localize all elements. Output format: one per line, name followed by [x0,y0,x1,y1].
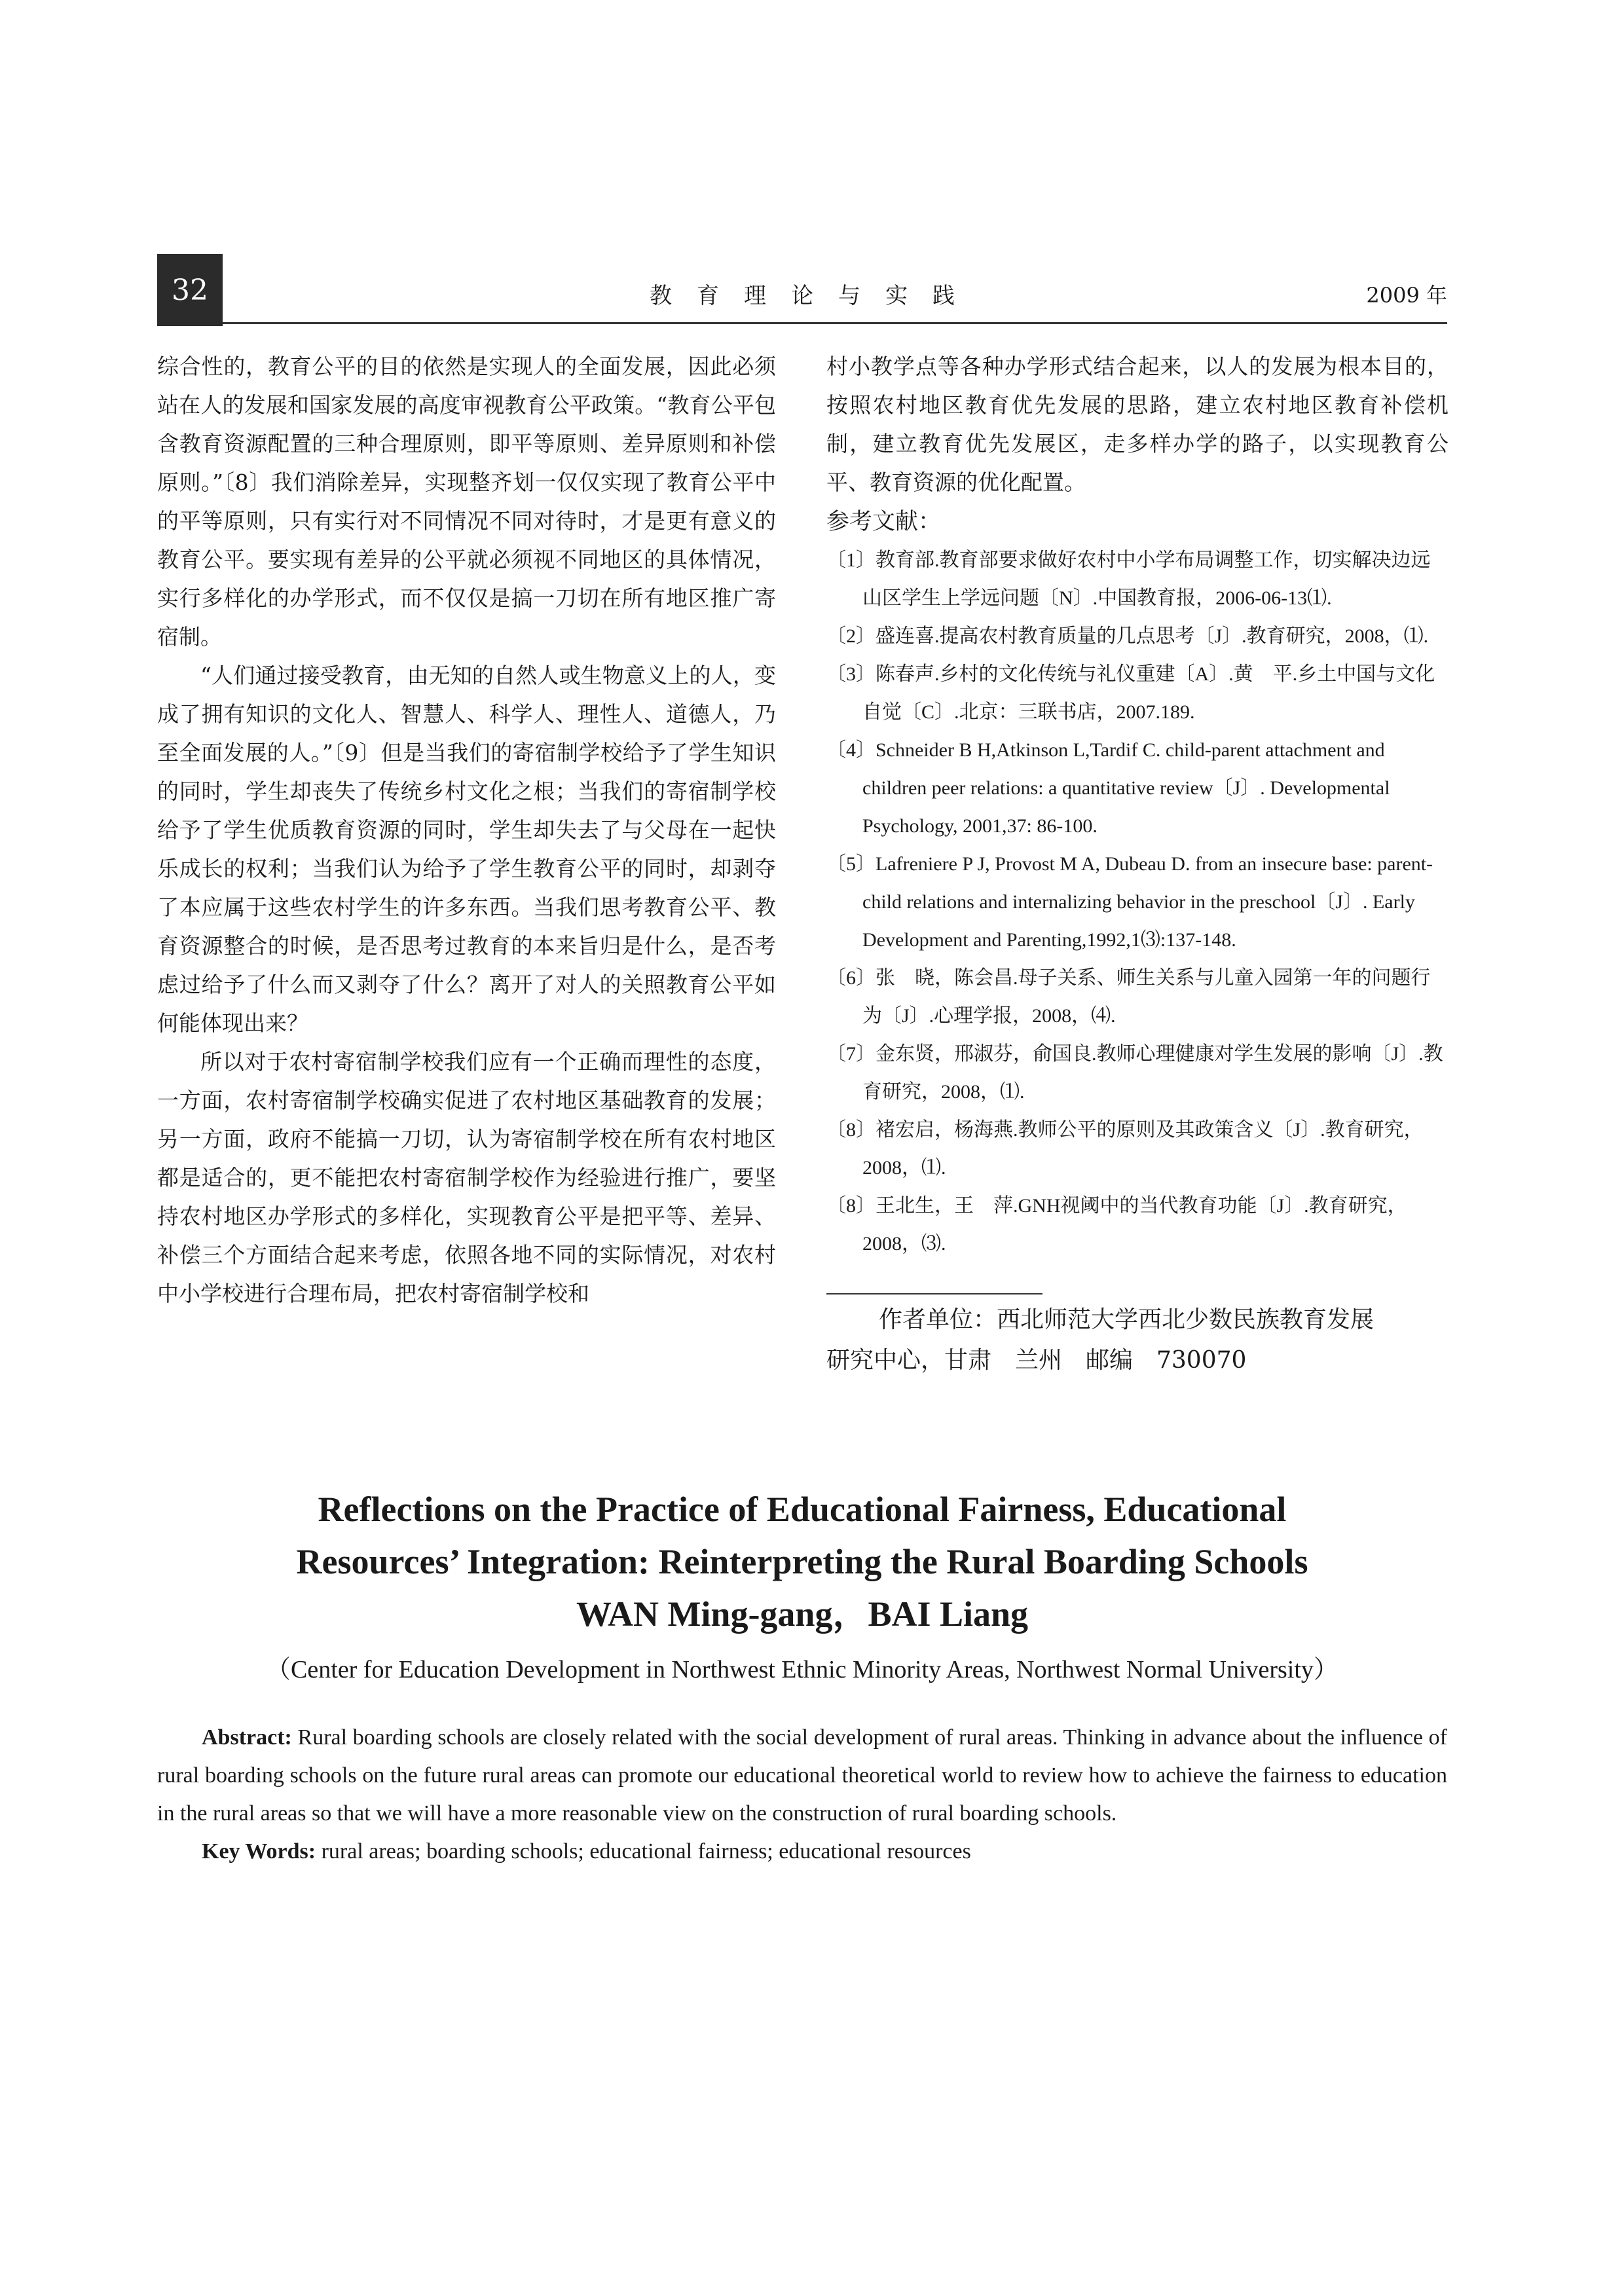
reference-item: 〔2〕盛连喜.提高农村教育质量的几点思考〔J〕.教育研究，2008，⑴. [826,625,1429,647]
body-paragraph: 村小教学点等各种办学形式结合起来，以人的发展为根本目的，按照农村地区教育优先发展的思路，建立农村地区教育补偿机制，建立教育优先发展区，走多样办学的路子，以实现教育公平、教育资源的优化配置。 [826,354,1449,495]
english-abstract [157,1719,1447,1871]
header-rule [223,322,1447,324]
author-affiliation-cn [826,1300,1449,1381]
english-title-line: Reflections on the Practice of Educational Fairness, Educational [318,1490,1287,1529]
reference-item: 〔8〕褚宏启，杨海燕.教师公平的原则及其政策含义〔J〕.教育研究，2008，⑴. [826,1119,1424,1179]
author-unit-line: 研究中心，甘肃 兰州 邮编 730070 [826,1347,1247,1374]
abstract-paragraph [157,1719,1447,1833]
reference-item: 〔8〕王北生，王 萍.GNH视阈中的当代教育功能〔J〕.教育研究，2008，⑶. [826,1195,1407,1255]
body-paragraph: 综合性的，教育公平的目的依然是实现人的全面发展，因此必须站在人的发展和国家发展的高度审视教育公平政策。“教育公平包含教育资源配置的三种合理原则，即平等原则、差异原则和补偿原则。”〔8〕我们消除差异，实现整齐划一仅仅实现了教育公平中的平等原则，只有实行对不同情况不同对待时，才是更有意义的教育公平。要实现有差异的公平就必须视不同地区的具体情况，实行多样化的办学形式，而不仅仅是搞一刀切在所有地区推广寄宿制。 [157,354,776,650]
right-column [826,347,1449,1263]
abstract-text: Rural boarding schools are closely related with the social development of rural areas. Thinking in advance about the influence of rural boarding schools on the future rural areas can promote our educational theoretical world to review how to achieve the fairness to education in the rural areas so that we will have a more reasonable view on the construction of rural boarding schools. [157,1725,1447,1826]
reference-list [826,542,1449,1263]
page-header [157,254,1447,326]
reference-item: 〔7〕金东贤，邢淑芬，俞国良.教师心理健康对学生发展的影响〔J〕.教育研究，2008，⑴. [826,1043,1443,1103]
reference-item: 〔4〕Schneider B H,Atkinson L,Tardif C. child-parent attachment and children peer relations: a quantitative review〔J〕. Developmental Psychology, 2001,37: 86-100. [826,739,1390,837]
page-number: 32 [157,254,223,326]
english-affiliation: （Center for Education Development in Northwest Ethnic Minority Areas, Northwest Normal University） [266,1656,1338,1683]
english-title [157,1483,1447,1588]
keywords-text: rural areas; boarding schools; educational fairness; educational resources [321,1839,971,1864]
reference-item: 〔6〕张 晓，陈会昌.母子关系、师生关系与儿童入园第一年的问题行为〔J〕.心理学报，2008，⑷. [826,967,1431,1027]
author-unit-line: 作者单位：西北师范大学西北少数民族教育发展 [879,1306,1375,1333]
reference-item: 〔5〕Lafreniere P J, Provost M A, Dubeau D. from an insecure base: parent-child relations and internalizing behavior in the preschool〔J〕. Early Development and Parenting,1992,1⑶:137-148. [826,853,1433,951]
year-label: 2009 年 [1366,283,1447,308]
english-title-line: Resources’ Integration: Reinterpreting the Rural Boarding Schools [296,1542,1308,1581]
left-column [157,347,776,1313]
keywords-label: Key Words: [202,1839,316,1864]
keywords-paragraph [157,1833,1447,1871]
english-authors: WAN Ming-gang，BAI Liang [576,1594,1029,1634]
reference-item: 〔1〕教育部.教育部要求做好农村中小学布局调整工作，切实解决边远山区学生上学远问题〔N〕.中国教育报，2006-06-13⑴. [826,549,1431,609]
body-paragraph: “人们通过接受教育，由无知的自然人或生物意义上的人，变成了拥有知识的文化人、智慧人、科学人、理性人、道德人，乃至全面发展的人。”〔9〕但是当我们的寄宿制学校给予了学生知识的同时，学生却丧失了传统乡村文化之根；当我们的寄宿制学校给予了学生优质教育资源的同时，学生却失去了与父母在一起快乐成长的权利；当我们认为给予了学生教育公平的同时，却剥夺了本应属于这些农村学生的许多东西。当我们思考教育公平、教育资源整合的时候，是否思考过教育的本来旨归是什么，是否考虑过给予了什么而又剥夺了什么？离开了对人的关照教育公平如何能体现出来？ [157,663,776,1036]
body-paragraph: 所以对于农村寄宿制学校我们应有一个正确而理性的态度，一方面，农村寄宿制学校确实促进了农村地区基础教育的发展；另一方面，政府不能搞一刀切，认为寄宿制学校在所有农村地区都是适合的，更不能把农村寄宿制学校作为经验进行推广，要坚持农村地区办学形式的多样化，实现教育公平是把平等、差异、补偿三个方面结合起来考虑，依照各地不同的实际情况，对农村中小学校进行合理布局，把农村寄宿制学校和 [157,1049,776,1306]
footnote-rule [826,1293,1043,1294]
reference-item: 〔3〕陈春声.乡村的文化传统与礼仪重建〔A〕.黄 平.乡土中国与文化自觉〔C〕.北京：三联书店，2007.189. [826,663,1435,723]
abstract-label: Abstract: [202,1725,292,1750]
references-heading: 参考文献： [826,509,942,535]
journal-title: 教育理论与实践 [650,283,980,309]
